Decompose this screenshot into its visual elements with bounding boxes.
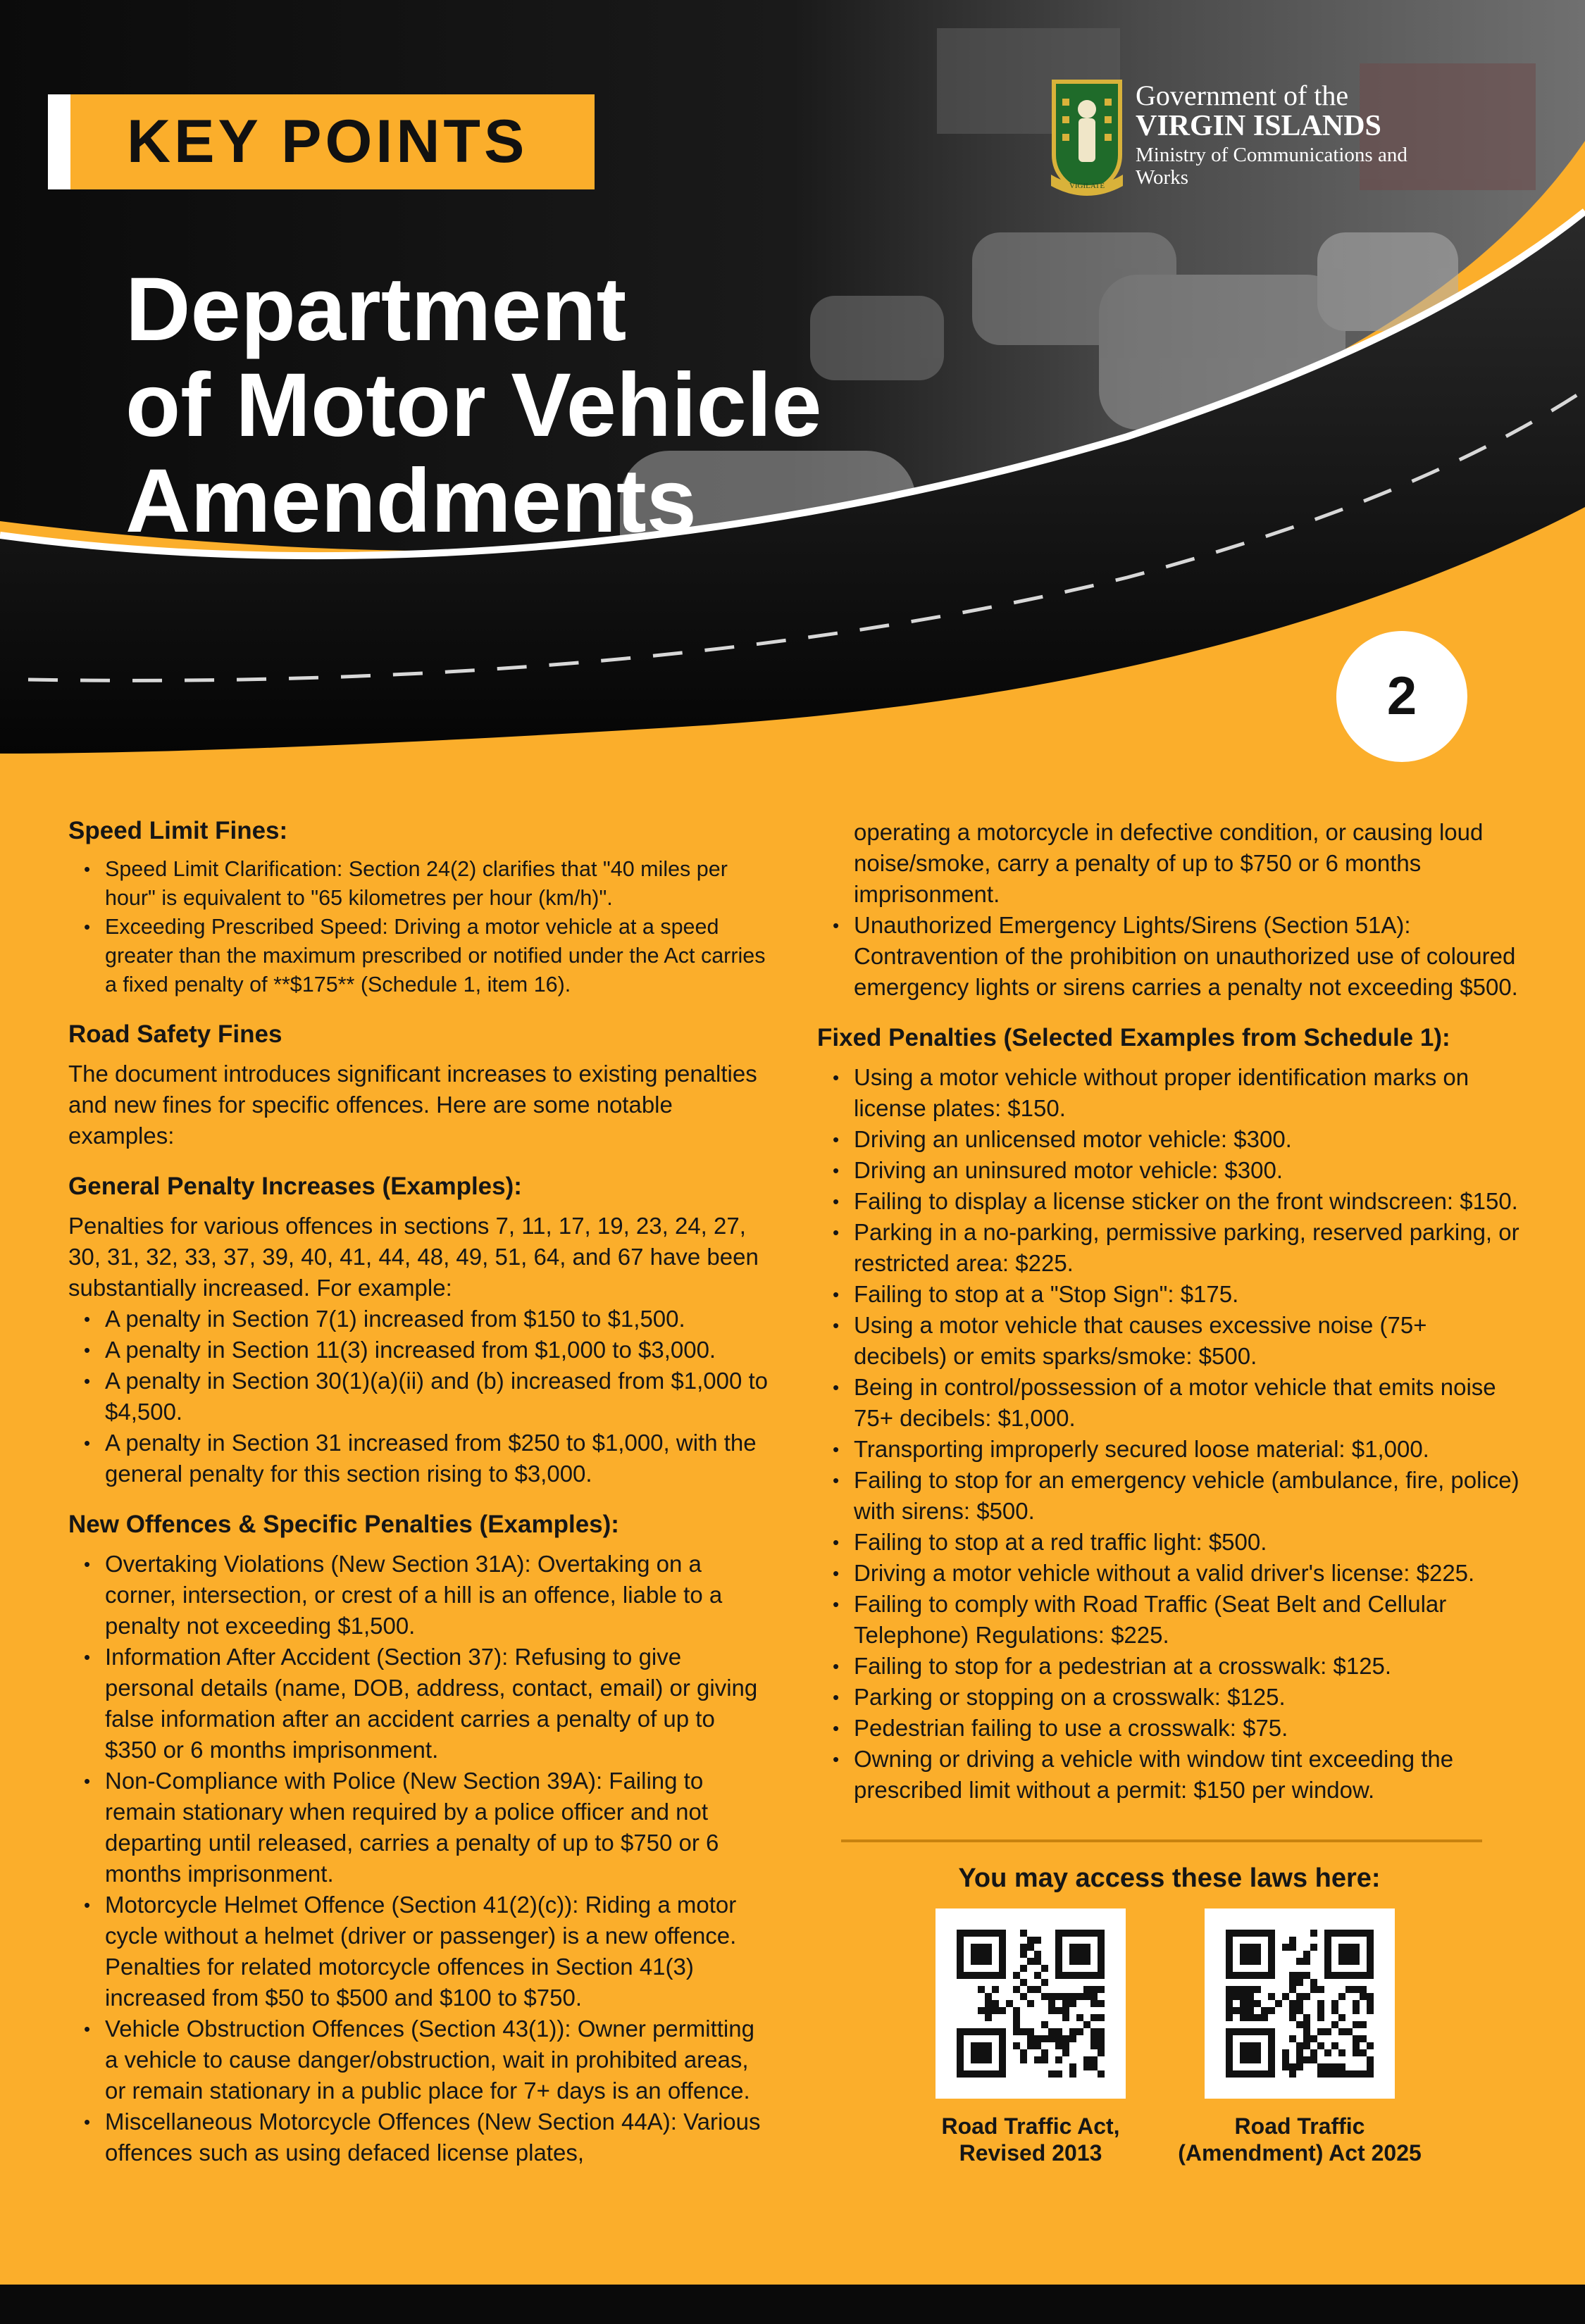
list-item: • Failing to comply with Road Traffic (Seat Belt and Cellular Telephone) Regulations: $225. xyxy=(817,1589,1522,1651)
page-title-line: Department xyxy=(125,259,627,360)
right-column xyxy=(817,817,1522,2176)
list-item: • Speed Limit Clarification: Section 24(2) clarifies that "40 miles per hour" is equivalent to "65 kilometres per hour (km/h)". xyxy=(68,855,773,913)
government-logo xyxy=(1048,77,1429,197)
qr-codes xyxy=(817,1908,1522,2176)
list-item: • Transporting improperly secured loose material: $1,000. xyxy=(817,1434,1522,1465)
road-safety-heading: Road Safety Fines xyxy=(68,1020,282,1048)
new-offences-list xyxy=(68,1549,773,2168)
list-item: • Motorcycle Helmet Offence (Section 41(2)(c)): Riding a motor cycle without a helmet (driver or passenger) is a new offence. Penalties for related motorcycle offences in Section 41(3) increased from $50 to $500 and $100 to $750. xyxy=(68,1889,773,2013)
key-points-label: KEY POINTS xyxy=(127,108,528,175)
list-item: • Vehicle Obstruction Offences (Section 43(1)): Owner permitting a vehicle to cause danger/obstruction, wait in prohibited areas, or remain stationary in a public place for 7+ days is an offence. xyxy=(68,2013,773,2106)
qr-code-amendment-act[interactable] xyxy=(1205,1908,1395,2099)
general-increases-heading: General Penalty Increases (Examples): xyxy=(68,1173,522,1200)
coat-of-arms-icon xyxy=(1048,77,1126,197)
government-name-line1: Government of the xyxy=(1136,80,1349,111)
page-title-line: of Motor Vehicle xyxy=(125,355,822,456)
list-item: • Pedestrian failing to use a crosswalk: $75. xyxy=(817,1713,1522,1744)
list-item: • Driving an unlicensed motor vehicle: $300. xyxy=(817,1124,1522,1155)
list-item: • Exceeding Prescribed Speed: Driving a motor vehicle at a speed greater than the maximum prescribed or notified under the Act carries a fixed penalty of **$175** (Schedule 1, item 16). xyxy=(68,913,773,999)
qr-code-road-traffic-act[interactable] xyxy=(936,1908,1126,2099)
fixed-penalties-list xyxy=(817,1062,1522,1806)
list-item: • Failing to stop for a pedestrian at a crosswalk: $125. xyxy=(817,1651,1522,1682)
ministry-name: Ministry of Communications and Works xyxy=(1136,144,1407,189)
list-item: • Parking in a no-parking, permissive parking, reserved parking, or restricted area: $225. xyxy=(817,1217,1522,1279)
svg-text:VIGILATE: VIGILATE xyxy=(1069,182,1105,190)
left-column xyxy=(68,816,773,2168)
new-offences-heading: New Offences & Specific Penalties (Examples): xyxy=(68,1511,619,1538)
caption-line: Road Traffic Act, xyxy=(941,2113,1120,2139)
list-item: • Failing to stop for an emergency vehicle (ambulance, fire, police) with sirens: $500. xyxy=(817,1465,1522,1527)
road-safety-text: The document introduces significant increases to existing penalties and new fines for specific offences. Here are some notable examples: xyxy=(68,1061,757,1149)
page-title xyxy=(125,259,971,551)
list-item: • Unauthorized Emergency Lights/Sirens (Section 51A): Contravention of the prohibition on unauthorized use of coloured emergency lights or sirens carries a penalty not exceeding $500. xyxy=(817,910,1522,1003)
qr-caption-road-traffic-act xyxy=(890,2113,1171,2166)
list-item: • A penalty in Section 30(1)(a)(ii) and (b) increased from $1,000 to $4,500. xyxy=(68,1366,773,1427)
caption-line: (Amendment) Act 2025 xyxy=(1178,2140,1422,2166)
list-item: • Miscellaneous Motorcycle Offences (New Section 44A): Various offences such as using defaced license plates, xyxy=(68,2106,773,2168)
list-item: • Parking or stopping on a crosswalk: $125. xyxy=(817,1682,1522,1713)
section-divider xyxy=(841,1839,1482,1842)
qr-code-icon xyxy=(957,1930,1105,2078)
list-item: • A penalty in Section 11(3) increased from $1,000 to $3,000. xyxy=(68,1335,773,1366)
qr-code-icon xyxy=(1226,1930,1374,2078)
list-item: • Being in control/possession of a motor vehicle that emits noise 75+ decibels: $1,000. xyxy=(817,1372,1522,1434)
speed-limit-heading: Speed Limit Fines: xyxy=(68,817,288,844)
qr-caption-amendment-act xyxy=(1159,2113,1441,2166)
speed-limit-list xyxy=(68,855,773,999)
footer-bar xyxy=(0,2285,1585,2324)
page-title-line: Amendments xyxy=(125,451,697,551)
government-name-line2: VIRGIN ISLANDS xyxy=(1136,110,1381,142)
page-number-badge: 2 xyxy=(1336,631,1467,762)
list-item: • A penalty in Section 31 increased from $250 to $1,000, with the general penalty for this section rising to $3,000. xyxy=(68,1427,773,1489)
key-points-tag-bar xyxy=(48,94,70,189)
general-increases-list xyxy=(68,1304,773,1489)
caption-line: Revised 2013 xyxy=(959,2140,1102,2166)
list-item: • Non-Compliance with Police (New Section 39A): Failing to remain stationary when required by a police officer and not departing until released, carries a penalty of up to $750 or 6 months imprisonment. xyxy=(68,1766,773,1889)
general-increases-text: Penalties for various offences in sections 7, 11, 17, 19, 23, 24, 27, 30, 31, 32, 33, 37, 39, 40, 41, 44, 48, 49, 51, 64, and 67 have been substantially increased. For example: xyxy=(68,1213,759,1301)
fixed-penalties-heading: Fixed Penalties (Selected Examples from Schedule 1): xyxy=(817,1024,1450,1051)
caption-line: Road Traffic xyxy=(1234,2113,1365,2139)
list-item: • Using a motor vehicle that causes excessive noise (75+ decibels) or emits sparks/smoke: $500. xyxy=(817,1310,1522,1372)
list-item: • Failing to stop at a "Stop Sign": $175. xyxy=(817,1279,1522,1310)
list-item: • Owning or driving a vehicle with window tint exceeding the prescribed limit without a permit: $150 per window. xyxy=(817,1744,1522,1806)
emergency-lights-list xyxy=(817,910,1522,1003)
list-item: • Using a motor vehicle without proper identification marks on license plates: $150. xyxy=(817,1062,1522,1124)
list-item: • Overtaking Violations (New Section 31A): Overtaking on a corner, intersection, or crest of a hill is an offence, liable to a penalty not exceeding $1,500. xyxy=(68,1549,773,1642)
list-item: • Driving an uninsured motor vehicle: $300. xyxy=(817,1155,1522,1186)
list-item: • Driving a motor vehicle without a valid driver's license: $225. xyxy=(817,1558,1522,1589)
continued-text: operating a motorcycle in defective condition, or causing loud noise/smoke, carry a penalty of up to $750 or 6 months imprisonment. xyxy=(854,819,1484,907)
list-item: • Information After Accident (Section 37): Refusing to give personal details (name, DOB, address, contact, email) or giving false information after an accident carries a penalty of up to $350 or 6 months imprisonment. xyxy=(68,1642,773,1766)
hero-banner xyxy=(0,0,1585,782)
list-item: • A penalty in Section 7(1) increased from $150 to $1,500. xyxy=(68,1304,773,1335)
access-laws-title: You may access these laws here: xyxy=(958,1863,1381,1893)
list-item: • Failing to stop at a red traffic light: $500. xyxy=(817,1527,1522,1558)
list-item: • Failing to display a license sticker on the front windscreen: $150. xyxy=(817,1186,1522,1217)
